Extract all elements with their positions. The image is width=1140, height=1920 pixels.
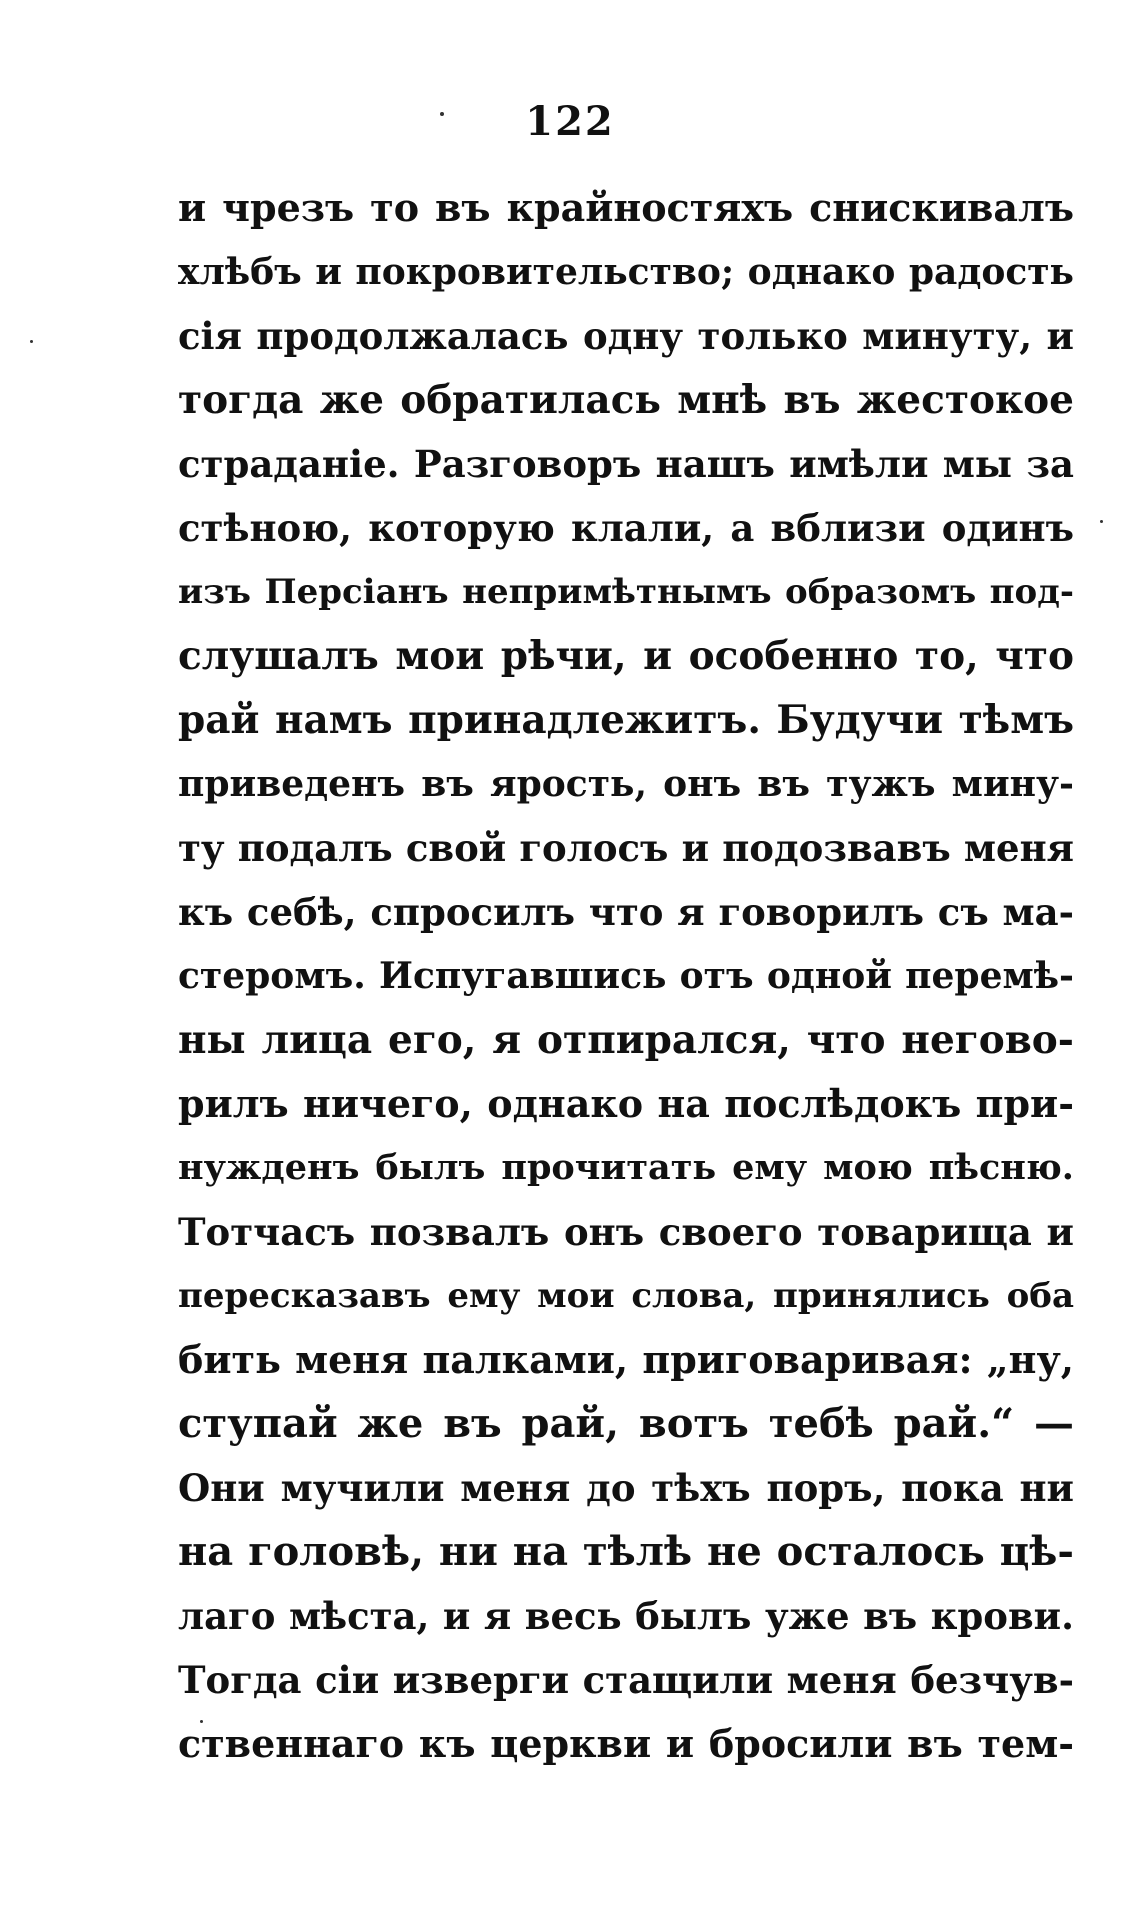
text-line: стѣною, которую клали, а вблизи одинъ [178,506,1074,550]
text-line: на головѣ, ни на тѣлѣ не осталось цѣ- [178,1528,1074,1575]
body-text [178,176,1074,1776]
text-line: изъ Персіанъ непримѣтнымъ образомъ под- [178,572,1074,612]
text-line: сія продолжалась одну только минуту, и [178,314,1074,358]
text-line: Они мучили меня до тѣхъ поръ, пока ни [178,1466,1074,1510]
text-line: къ себѣ, спросилъ что я говорилъ съ ма- [178,890,1074,934]
text-line: нужденъ былъ прочитать ему мою пѣсню. [178,1147,1074,1188]
text-line: рилъ ничего, однако на послѣдокъ при- [178,1081,1074,1126]
text-line: ны лица его, я отпирался, что неговo- [178,1017,1074,1063]
text-line: Тотчасъ позвалъ онъ своего товарища и [178,1210,1074,1254]
text-line: бить меня палками, приговаривая: „ну, [178,1337,1074,1382]
page-number: 122 [525,98,615,145]
text-line: и чрезъ то въ крайностяхъ снискивалъ [178,185,1074,230]
text-line: ступай же въ рай, вотъ тебѣ рай.“ — [178,1400,1074,1447]
text-line: хлѣбъ и покровительство; однако радость [178,251,1074,293]
text-line: ственнаго къ церкви и бросили въ тем- [178,1721,1074,1766]
text-line: рай намъ принадлежитъ. Будучи тѣмъ [178,697,1074,743]
text-line: ту подалъ свой голосъ и подозвавъ меня [178,826,1074,870]
text-line: лаго мѣста, и я весь былъ уже въ крови. [178,1594,1074,1638]
text-line: слушалъ мои рѣчи, и особенно то, что [178,633,1074,679]
text-line: приведенъ въ ярость, онъ въ тужъ мину- [178,763,1074,805]
text-line: страданіе. Разговоръ нашъ имѣли мы за [178,442,1074,486]
text-line: стеромъ. Испугавшись отъ одной перемѣ- [178,955,1074,997]
text-line: тогда же обратилась мнѣ въ жестокое [178,377,1074,423]
text-line: пересказавъ ему мои слова, принялись оба [178,1276,1074,1316]
print-speck [30,340,33,343]
print-speck [1100,520,1103,523]
text-line: Тогда сіи изверги стащили меня безчув- [178,1658,1074,1702]
